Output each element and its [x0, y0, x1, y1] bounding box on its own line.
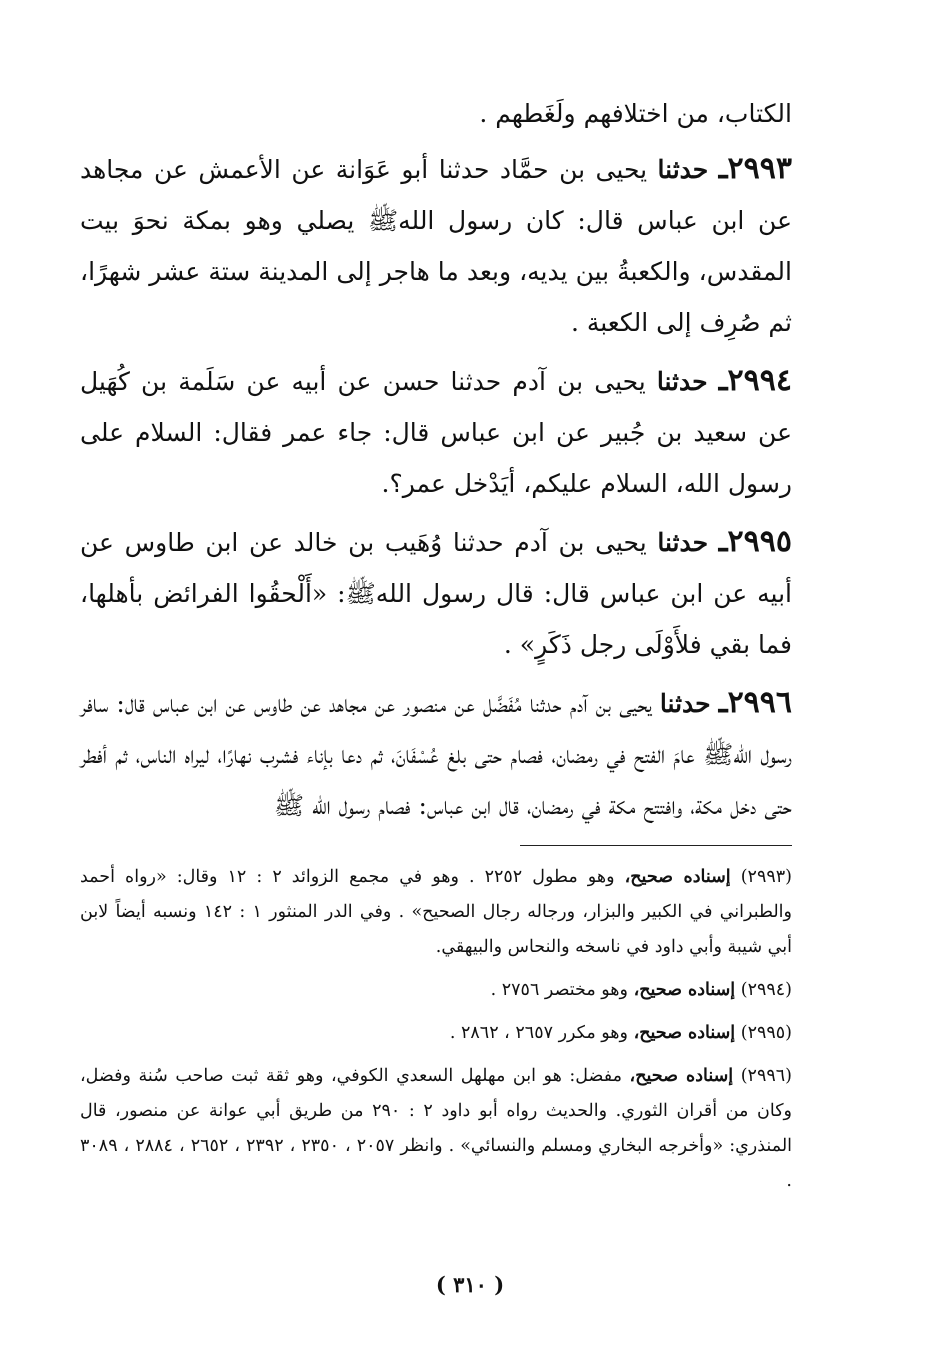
footnote-ref: (٢٩٩٣) [740, 867, 792, 887]
footnote-grade: إسناده صحيح، [633, 980, 736, 1000]
footnote-ref: (٢٩٩٥) [740, 1023, 792, 1043]
hadith-2995 [80, 516, 792, 670]
main-text [80, 88, 792, 831]
hadith-text: يحيى بن آدم حدثنا وُهَيب بن خالد عن ابن طاوس عن أبيه عن ابن عباس قال: قال رسول اللهﷺ: «أَلْحقُوا الفرائض بأهلها، فما بقي فلأَوْلَى رجل ذَكَرٍ» . [80, 528, 792, 659]
footnote-text: وهو مطول ٢٢٥٢ . وهو في مجمع الزوائد ٢ : ١٢ وقال: «رواه أحمد والطبراني في الكبير والبزار، ورجاله رجال الصحيح» . وفي الدر المنثور ١ : ١٤٢ ونسبه أيضاً لابن أبي شيبة وأبي داود في ناسخه والنحاس والبيهقي. [80, 867, 792, 957]
footnotes [80, 860, 792, 1199]
page-number: ( ٣١٠ ) [435, 1272, 505, 1297]
footnote-text: وهو مكرر ٢٦٥٧ ، ٢٨٦٢ . [449, 1023, 628, 1043]
hadith-2996 [80, 677, 792, 831]
footnote-text: مفضل: هو ابن مهلهل السعدي الكوفي، وهو ثقة ثبت صاحب سُنة وفضل، وكان من أقران الثوري. والحديث رواه أبو داود ٢ : ٢٩٠ من طريق أبي عوانة عن منصور، قال المنذري: «وأخرجه البخاري ومسلم والنسائي» . وانظر ٢٠٥٧ ، ٢٣٥٠ ، ٢٣٩٢ ، ٢٦٥٢ ، ٢٨٨٤ ، ٣٠٨٩ . [80, 1066, 793, 1191]
footnote-2993 [80, 860, 792, 965]
hadith-number: ٢٩٩٤ـ [718, 363, 792, 398]
footnote-ref: (٢٩٩٦) [740, 1066, 792, 1086]
hadith-opening-word: حدثنا [659, 689, 711, 718]
footnote-2996 [80, 1059, 792, 1199]
hadith-opening-word: حدثنا [656, 367, 708, 396]
hadith-text: يحيى بن آدم حدثنا حسن عن أبيه عن سَلَمة بن كُهَيل عن سعيد بن جُبير عن ابن عباس قال: جاء عمر فقال: السلام على رسول الله، السلام عليكم، أيَدْخل عمر؟. [80, 367, 792, 498]
footnote-separator [520, 845, 792, 846]
hadith-text: يحيى بن آدم حدثنا مُفَضَّل عن منصور عن مجاهد عن طاوس عن ابن عباس قال: سافر رسول اللهﷺ عامَ الفتح في رمضان، فصام حتى بلغ عُسْفَانَ، ثم دعا بإناء فشرب نهارًا، ليراه الناس، ثم أفطر حتى دخل مكة، وافتتح مكة في رمضان، قال ابن عباس: فصام رسول الله ﷺ [80, 689, 792, 820]
footnote-text: وهو مختصر ٢٧٥٦ . [490, 980, 628, 1000]
intro-line: الكتاب، من اختلافهم ولَغَطهم . [479, 99, 792, 128]
footnote-grade: إسناده صحيح، [629, 1066, 734, 1086]
footnote-ref: (٢٩٩٤) [740, 980, 792, 1000]
footnote-2994 [80, 973, 792, 1008]
page-body [80, 88, 792, 1207]
footnote-grade: إسناده صحيح، [633, 1023, 736, 1043]
hadith-2994 [80, 355, 792, 509]
hadith-opening-word: حدثنا [657, 155, 709, 184]
hadith-text: يحيى بن حمَّاد حدثنا أبو عَوَانة عن الأعمش عن مجاهد عن ابن عباس قال: كان رسول اللهﷺ يصلي وهو بمكة نحوَ بيت المقدس، والكعبةُ بين يديه، وبعد ما هاجر إلى المدينة ستة عشر شهرًا، ثم صُرِف إلى الكعبة . [80, 155, 792, 337]
hadith-opening-word: حدثنا [657, 528, 709, 557]
footnote-grade: إسناده صحيح، [624, 867, 731, 887]
hadith-number: ٢٩٩٥ـ [718, 524, 792, 559]
footnote-2995 [80, 1016, 792, 1051]
hadith-number: ٢٩٩٦ـ [718, 685, 793, 720]
hadith-2993 [80, 143, 792, 348]
hadith-number: ٢٩٩٣ـ [718, 151, 792, 186]
